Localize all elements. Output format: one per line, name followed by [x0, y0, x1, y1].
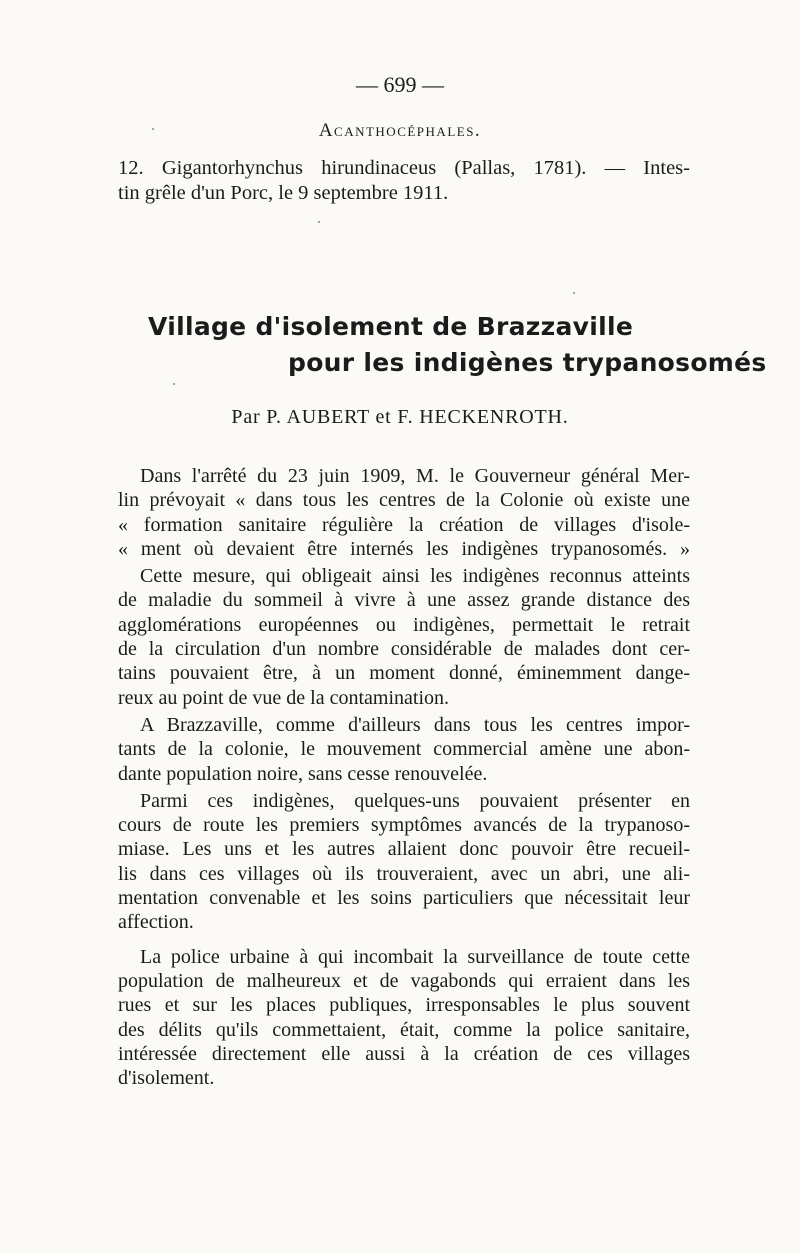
text-line: miase. Les uns et les autres allaient donc pouvoir être recueil-: [118, 838, 690, 861]
text-line: Cette mesure, qui obligeait ainsi les indigènes reconnus atteints: [140, 565, 690, 588]
paragraph-1: [118, 464, 690, 561]
text-line: de maladie du sommeil à vivre à une assez grande distance des: [118, 589, 690, 612]
text-line: de la circulation d'un nombre considérable de malades dont cer-: [118, 638, 690, 661]
text-line: intéressée directement elle aussi à la création de ces villages: [118, 1042, 690, 1065]
article-title-line-2: pour les indigènes trypanosomés: [288, 348, 767, 377]
text-line: mentation convenable et les soins particuliers que nécessitait leur: [118, 887, 690, 910]
text-line: population de malheureux et de vagabonds qui erraient dans les: [118, 969, 690, 992]
text-line: La police urbaine à qui incombait la surveillance de toute cette: [140, 945, 690, 968]
specimen-entry: [118, 155, 690, 206]
text-line: dante population noire, sans cesse renouvelée.: [118, 762, 488, 785]
paragraph-3: [118, 713, 690, 786]
entry-line-2: tin grêle d'un Porc, le 9 septembre 1911.: [118, 182, 449, 204]
text-line: tains pouvaient être, à un moment donné, éminemment dange-: [118, 662, 690, 685]
paragraph-2: [118, 564, 690, 710]
text-line: lis dans ces villages où ils trouveraient, avec un abri, une ali-: [118, 862, 690, 885]
article-body: [118, 464, 690, 1093]
article-title-line-1: Village d'isolement de Brazzaville: [148, 312, 634, 341]
article-authors: Par P. AUBERT et F. HECKENROTH.: [231, 406, 569, 428]
text-line: des délits qu'ils commettaient, était, comme la police sanitaire,: [118, 1018, 690, 1041]
text-line: Parmi ces indigènes, quelques-uns pouvaient présenter en: [140, 789, 690, 812]
page-number: — 699 —: [356, 72, 444, 97]
speck: [152, 128, 154, 130]
text-line: Dans l'arrêté du 23 juin 1909, M. le Gouverneur général Mer-: [140, 465, 690, 487]
paragraph-5: [118, 945, 690, 1091]
paragraph-4: [118, 789, 690, 935]
speck: [173, 383, 175, 385]
speck: [318, 221, 320, 223]
text-line: agglomérations européennes ou indigènes, permettait le retrait: [118, 613, 690, 636]
text-line: tants de la colonie, le mouvement commercial amène une abon-: [118, 738, 690, 761]
text-line: affection.: [118, 911, 194, 934]
text-line: « ment où devaient être internés les indigènes trypanosomés. »: [118, 537, 690, 560]
entry-line-1: 12. Gigantorhynchus hirundinaceus (Pallas, 1781). — Intes-: [118, 157, 690, 179]
text-line: lin prévoyait « dans tous les centres de la Colonie où existe une: [118, 489, 690, 512]
text-line: rues et sur les places publiques, irresponsables le plus souvent: [118, 994, 690, 1017]
text-line: cours de route les premiers symptômes avancés de la trypanoso-: [118, 814, 690, 837]
text-line: d'isolement.: [118, 1067, 215, 1090]
text-line: « formation sanitaire régulière la création de villages d'isole-: [118, 513, 690, 536]
text-line: reux au point de vue de la contamination.: [118, 686, 450, 709]
section-title: Acanthocéphales.: [318, 120, 482, 141]
text-line: A Brazzaville, comme d'ailleurs dans tous les centres impor-: [140, 713, 690, 736]
speck: [573, 292, 575, 294]
